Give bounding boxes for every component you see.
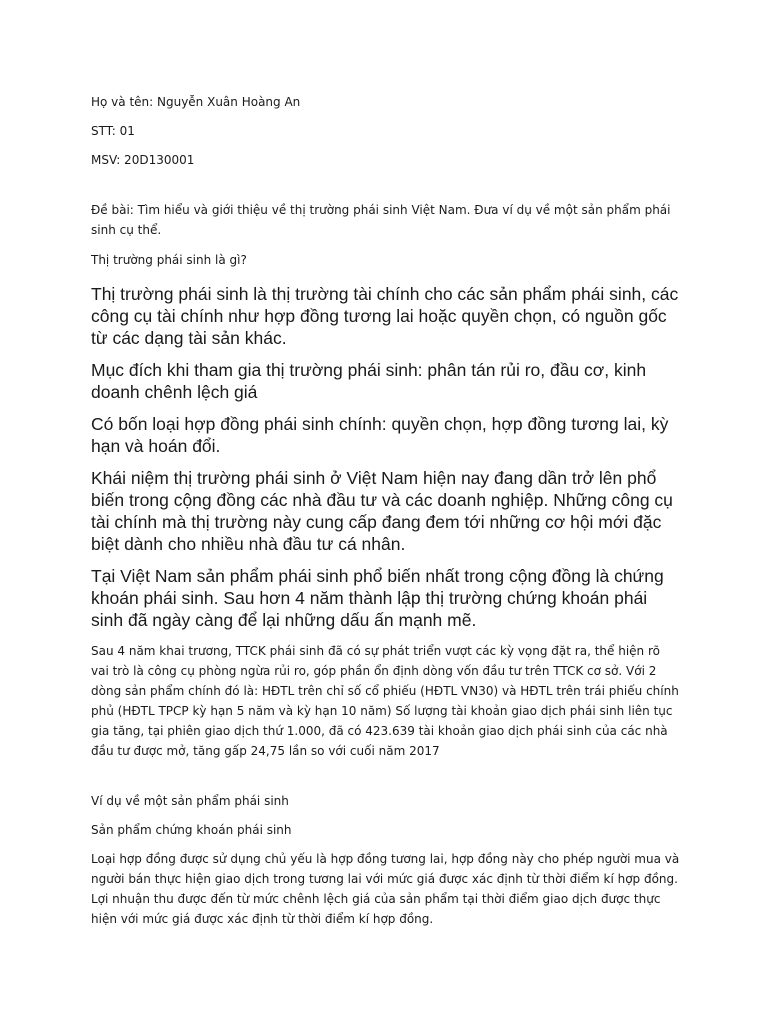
student-id-line: MSV: 20D130001	[91, 153, 195, 167]
student-number-line: STT: 01	[91, 124, 135, 138]
section-question: Thị trường phái sinh là gì?	[91, 253, 247, 267]
paragraph-definition: Thị trường phái sinh là thị trường tài chính cho các sản phẩm phái sinh, các công cụ tài chính như hợp đồng tương lai hoặc quyền chọn, có nguồn gốc từ các dạng tài sản khác.	[91, 284, 679, 348]
paragraph-vietnam-concept: Khái niệm thị trường phái sinh ở Việt Nam hiện nay đang dần trở lên phổ biến trong cộng đồng các nhà đầu tư và các doanh nghiệp. Những công cụ tài chính mà thị trường này cung cấp đang đem tới những cơ hội mới đặc biệt dành cho nhiều nhà đầu tư cá nhân.	[91, 468, 673, 554]
document-body	[91, 92, 681, 929]
paragraph-market-stats: Sau 4 năm khai trương, TTCK phái sinh đã có sự phát triển vượt các kỳ vọng đặt ra, thể hiện rõ vai trò là công cụ phòng ngừa rủi ro, góp phần ổn định dòng vốn đầu tư trên TTCK cơ sở. Với 2 dòng sản phẩm chính đó là: HĐTL trên chỉ số cổ phiếu (HĐTL VN30) và HĐTL trên trái phiếu chính phủ (HĐTL TPCP kỳ hạn 5 năm và kỳ hạn 10 năm) Số lượng tài khoản giao dịch phái sinh liên tục gia tăng, tại phiên giao dịch thứ 1.000, đã có 423.639 tài khoản giao dịch phái sinh của các nhà đầu tư được mở, tăng gấp 24,75 lần so với cuối năm 2017	[91, 644, 679, 758]
paragraph-contract-types: Có bốn loại hợp đồng phái sinh chính: quyền chọn, hợp đồng tương lai, kỳ hạn và hoán đổi.	[91, 414, 669, 456]
paragraph-example-description: Loại hợp đồng được sử dụng chủ yếu là hợp đồng tương lai, hợp đồng này cho phép người mua và người bán thực hiện giao dịch trong tương lai với mức giá được xác định từ thời điểm kí hợp đồng. Lợi nhuận thu được đến từ mức chênh lệch giá của sản phẩm tại thời điểm giao dịch được thực hiện với mức giá được xác định từ thời điểm kí hợp đồng.	[91, 852, 680, 926]
assignment-topic: Đề bài: Tìm hiểu và giới thiệu về thị trường phái sinh Việt Nam. Đưa ví dụ về một sản phẩm phái sinh cụ thể.	[91, 203, 671, 237]
paragraph-purpose: Mục đích khi tham gia thị trường phái sinh: phân tán rủi ro, đầu cơ, kinh doanh chênh lệch giá	[91, 360, 647, 402]
student-name-line: Họ và tên: Nguyễn Xuân Hoàng An	[91, 95, 301, 109]
example-subheading: Sản phẩm chứng khoán phái sinh	[91, 823, 292, 837]
paragraph-vietnam-products: Tại Việt Nam sản phẩm phái sinh phổ biến nhất trong cộng đồng là chứng khoán phái sinh. Sau hơn 4 năm thành lập thị trường chứng khoán phái sinh đã ngày càng để lại những dấu ấn mạnh mẽ.	[91, 566, 664, 630]
example-heading: Ví dụ về một sản phẩm phái sinh	[91, 794, 289, 808]
